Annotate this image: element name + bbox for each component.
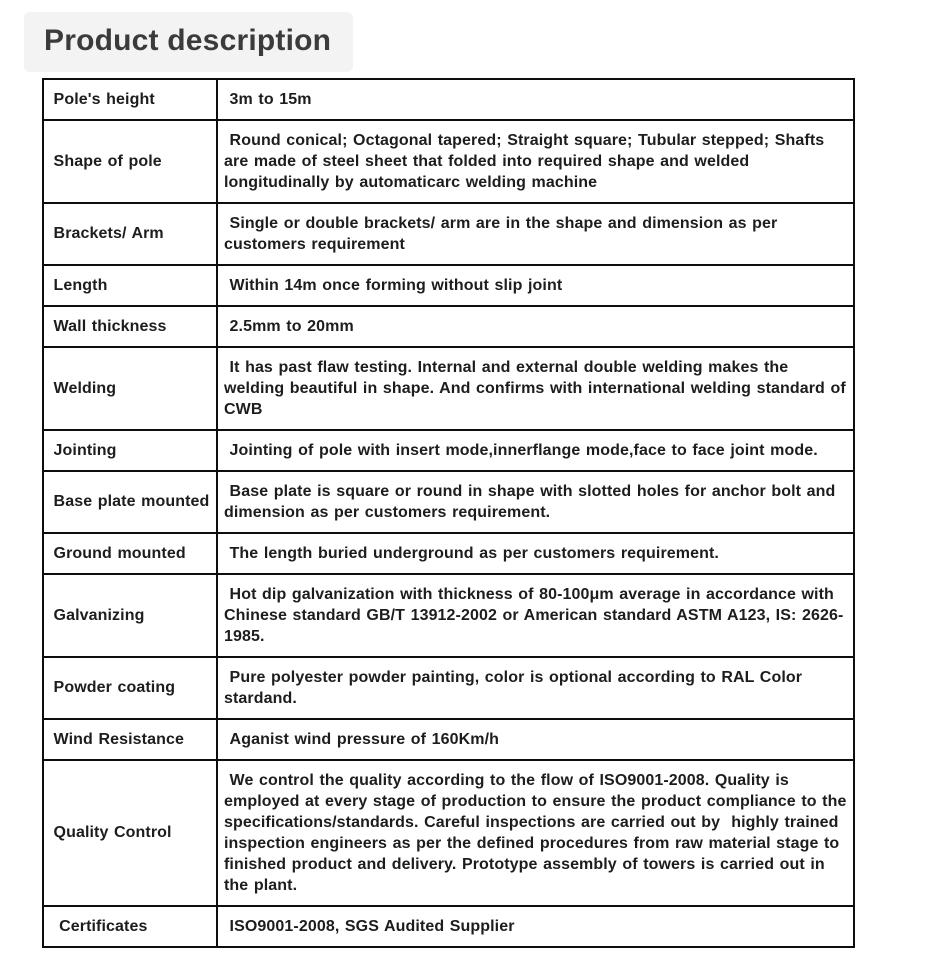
table-row (43, 265, 854, 306)
row-value: Single or double brackets/ arm are in the shape and dimension as per customers requirement (217, 203, 854, 265)
row-label: Pole's height (43, 79, 217, 120)
row-label: Galvanizing (43, 574, 217, 657)
table-row (43, 306, 854, 347)
row-value: Base plate is square or round in shape with slotted holes for anchor bolt and dimension as per customers requirement. (217, 471, 854, 533)
row-label: Welding (43, 347, 217, 430)
page-title: Product description (44, 24, 332, 57)
table-row (43, 471, 854, 533)
row-label: Quality Control (43, 760, 217, 906)
table-row (43, 347, 854, 430)
table-row (43, 657, 854, 719)
table-row (43, 120, 854, 203)
row-label: Certificates (43, 906, 217, 947)
row-label: Shape of pole (43, 120, 217, 203)
row-label: Wall thickness (43, 306, 217, 347)
table-row (43, 203, 854, 265)
row-label: Ground mounted (43, 533, 217, 574)
row-value: Hot dip galvanization with thickness of 80-100μm average in accordance with Chinese standard GB/T 13912-2002 or American standard ASTM A123, IS: 2626-1985. (217, 574, 854, 657)
row-value: It has past flaw testing. Internal and external double welding makes the welding beautiful in shape. And confirms with international welding standard of CWB (217, 347, 854, 430)
product-description-table (42, 78, 855, 948)
table-row (43, 533, 854, 574)
table-row (43, 430, 854, 471)
table-row (43, 906, 854, 947)
table-row (43, 760, 854, 906)
row-value: Jointing of pole with insert mode,innerflange mode,face to face joint mode. (217, 430, 854, 471)
row-value: 2.5mm to 20mm (217, 306, 854, 347)
row-label: Length (43, 265, 217, 306)
row-value: The length buried underground as per customers requirement. (217, 533, 854, 574)
row-value: We control the quality according to the flow of ISO9001-2008. Quality is employed at every stage of production to ensure the product compliance to the specifications/standards. Careful inspections are carried out by highly trained inspection engineers as per the defined procedures from raw material stage to finished product and delivery. Prototype assembly of towers is carried out in the plant. (217, 760, 854, 906)
row-value: Aganist wind pressure of 160Km/h (217, 719, 854, 760)
row-label: Wind Resistance (43, 719, 217, 760)
row-value: Round conical; Octagonal tapered; Straight square; Tubular stepped; Shafts are made of steel sheet that folded into required shape and welded longitudinally by automaticarc welding machine (217, 120, 854, 203)
row-label: Jointing (43, 430, 217, 471)
page-title-banner (24, 12, 353, 72)
table-row (43, 79, 854, 120)
row-label: Base plate mounted (43, 471, 217, 533)
table-row (43, 574, 854, 657)
row-value: 3m to 15m (217, 79, 854, 120)
table-body (43, 79, 854, 947)
row-value: ISO9001-2008, SGS Audited Supplier (217, 906, 854, 947)
table-row (43, 719, 854, 760)
row-label: Powder coating (43, 657, 217, 719)
row-value: Within 14m once forming without slip joint (217, 265, 854, 306)
row-value: Pure polyester powder painting, color is optional according to RAL Color stardand. (217, 657, 854, 719)
row-label: Brackets/ Arm (43, 203, 217, 265)
